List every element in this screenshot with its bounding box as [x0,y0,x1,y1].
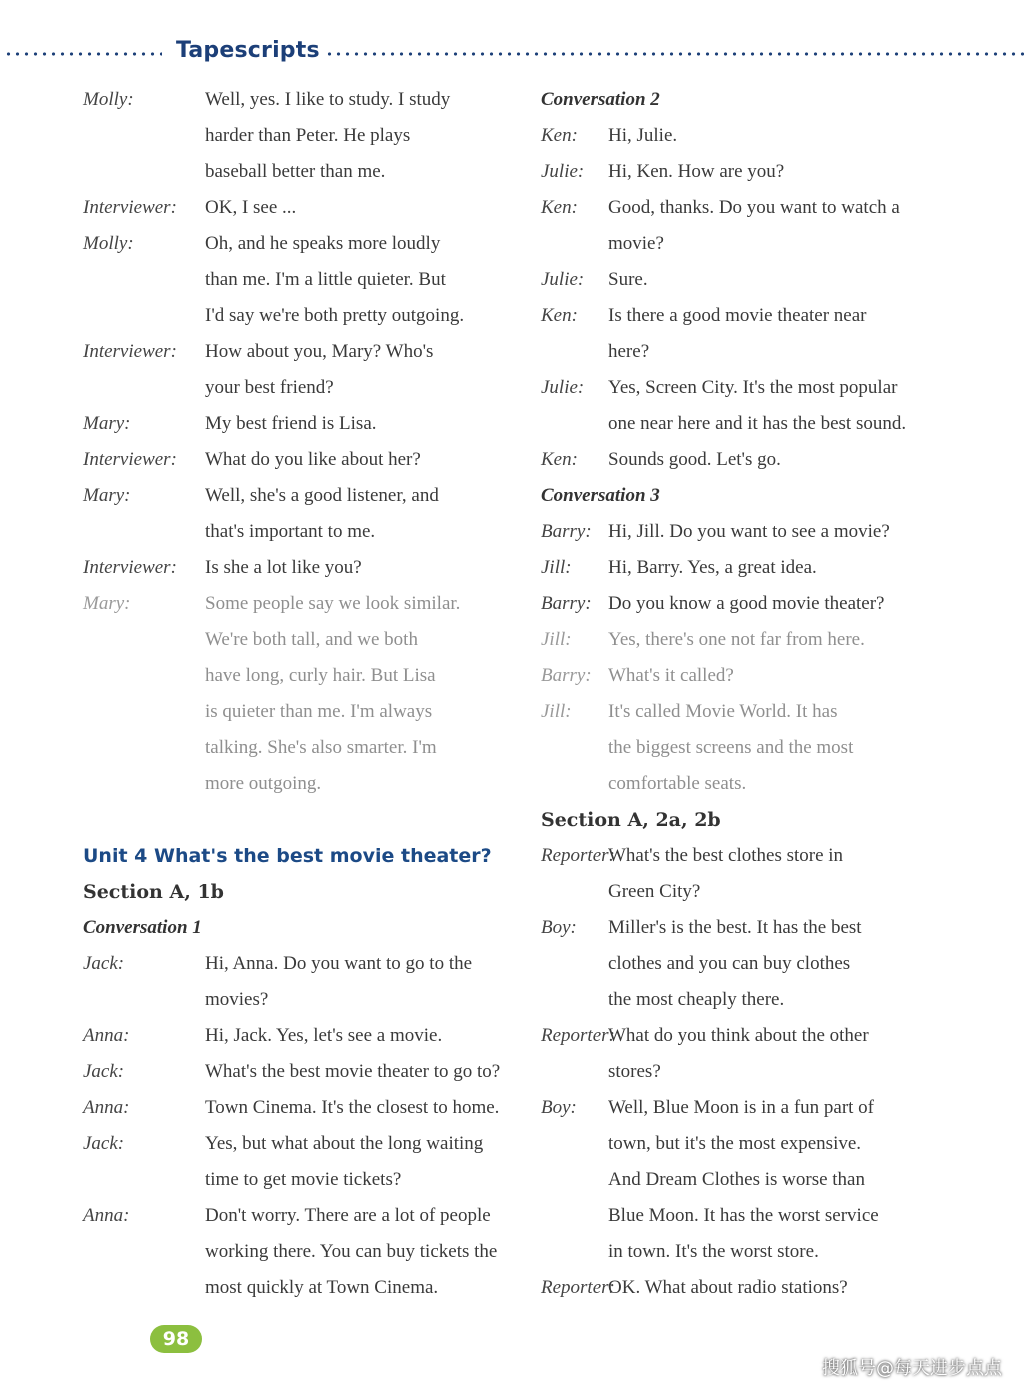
speaker-label: Interviewer: [83,341,177,362]
dialog-line: It's called Movie World. It has [608,701,838,722]
speaker-label: Mary: [83,593,131,614]
dialog-line: your best friend? [205,377,334,398]
dialog-turn [541,838,1011,910]
section-heading: Section A, 2a, 2b [541,809,721,831]
dialog-line: Yes, there's one not far from here. [608,629,865,650]
dialog-text [608,262,1011,298]
dialog-text [608,622,1011,658]
dialog-line: OK, I see ... [205,197,297,218]
dialog-text [205,1054,523,1090]
dialog-line: What's the best clothes store in [608,845,844,866]
dialog-line: And Dream Clothes is worse than [608,1169,865,1190]
speaker-label: Reporter: [541,845,615,866]
dialog-turn [83,478,523,550]
dialog-turn [541,298,1011,370]
dialog-text [608,658,1011,694]
dialog-line: comfortable seats. [608,773,747,794]
dialog-line: Some people say we look similar. [205,593,461,614]
speaker-label: Reporter: [541,1277,615,1298]
dialog-text [608,442,1011,478]
dialog-turn [83,442,523,478]
dialog-text [608,154,1011,190]
dialog-text [205,334,523,406]
speaker-label: Barry: [541,665,592,686]
page-title: Tapescripts [176,38,320,63]
dialog-turn [541,550,1011,586]
speaker-label: Interviewer: [83,449,177,470]
dialog-line: talking. She's also smarter. I'm [205,737,437,758]
dialog-turn [541,1270,1011,1306]
speaker-label: Ken: [541,197,578,218]
dialog-line: Oh, and he speaks more loudly [205,233,441,254]
speaker-label: Molly: [83,233,134,254]
dialog-line: in town. It's the worst store. [608,1241,819,1262]
dialog-line: How about you, Mary? Who's [205,341,434,362]
dialog-turn [83,226,523,334]
dialog-line: Well, she's a good listener, and [205,485,439,506]
speaker-label: Anna: [83,1097,130,1118]
dialog-turn [83,406,523,442]
dialog-line: Yes, but what about the long waiting [205,1133,484,1154]
dialog-line: movies? [205,989,269,1010]
speaker-label: Interviewer: [83,197,177,218]
header-dotted-rule-right [325,51,1024,57]
dialog-turn [83,1054,523,1090]
dialog-turn [83,1090,523,1126]
dialog-line: stores? [608,1061,661,1082]
dialog-line: most quickly at Town Cinema. [205,1277,439,1298]
dialog-line: What's the best movie theater to go to? [205,1061,501,1082]
dialog-text [205,442,523,478]
dialog-turn [541,586,1011,622]
dialog-line: Is there a good movie theater near [608,305,867,326]
dialog-turn [83,1198,523,1306]
dialog-line: What do you like about her? [205,449,421,470]
speaker-label: Mary: [83,413,131,434]
speaker-label: Molly: [83,89,134,110]
dialog-turn [541,262,1011,298]
conversation-heading: Conversation 2 [541,89,660,110]
speaker-label: Anna: [83,1025,130,1046]
speaker-label: Ken: [541,305,578,326]
left-column [83,82,523,1306]
dialog-turn [541,154,1011,190]
dialog-text [608,1270,1011,1306]
dialog-line: I'd say we're both pretty outgoing. [205,305,465,326]
tapescripts-header [0,34,1024,74]
dialog-turn [83,1126,523,1198]
page-number-badge: 98 [150,1325,202,1353]
speaker-label: Julie: [541,161,585,182]
dialog-text [205,478,523,550]
dialog-line: one near here and it has the best sound. [608,413,907,434]
speaker-label: Anna: [83,1205,130,1226]
conversation-heading: Conversation 1 [83,917,202,938]
dialog-turn [541,694,1011,802]
dialog-line: more outgoing. [205,773,322,794]
dialog-text [205,586,523,802]
dialog-line: have long, curly hair. But Lisa [205,665,436,686]
speaker-label: Jill: [541,701,572,722]
speaker-label: Julie: [541,269,585,290]
dialog-turn [83,1018,523,1054]
dialog-text [205,190,523,226]
speaker-label: Jill: [541,629,572,650]
section-heading: Section A, 1b [83,881,224,903]
dialog-line: What do you think about the other [608,1025,869,1046]
speaker-label: Interviewer: [83,557,177,578]
dialog-turn [541,658,1011,694]
dialog-line: Do you know a good movie theater? [608,593,885,614]
dialog-line: than me. I'm a little quieter. But [205,269,446,290]
dialog-text [608,298,1011,370]
speaker-label: Mary: [83,485,131,506]
dialog-turn [541,910,1011,1018]
dialog-line: OK. What about radio stations? [608,1277,848,1298]
dialog-line: town, but it's the most expensive. [608,1133,862,1154]
dialog-line: Town Cinema. It's the closest to home. [205,1097,500,1118]
dialog-turn [541,118,1011,154]
dialog-turn [541,514,1011,550]
dialog-line: Good, thanks. Do you want to watch a [608,197,900,218]
speaker-label: Jill: [541,557,572,578]
dialog-line: Well, yes. I like to study. I study [205,89,451,110]
dialog-line: Hi, Ken. How are you? [608,161,785,182]
dialog-line: Well, Blue Moon is in a fun part of [608,1097,875,1118]
speaker-label: Jack: [83,1133,125,1154]
dialog-turn [83,334,523,406]
speaker-label: Ken: [541,449,578,470]
watermark: 搜狐号@每天进步点点 [822,1358,1002,1379]
speaker-label: Ken: [541,125,578,146]
dialog-line: here? [608,341,650,362]
dialog-turn [541,622,1011,658]
dialog-line: is quieter than me. I'm always [205,701,433,722]
dialog-turn [541,190,1011,262]
dialog-text [608,550,1011,586]
dialog-turn [541,1090,1011,1270]
dialog-line: Don't worry. There are a lot of people [205,1205,491,1226]
dialog-line: the most cheaply there. [608,989,785,1010]
dialog-line: the biggest screens and the most [608,737,854,758]
dialog-text [608,370,1011,442]
dialog-turn [83,586,523,802]
speaker-label: Boy: [541,1097,577,1118]
dialog-turn [541,442,1011,478]
dialog-text [608,586,1011,622]
dialog-turn [83,190,523,226]
dialog-text [205,1198,523,1306]
dialog-text [205,406,523,442]
dialog-text [205,1018,523,1054]
dialog-text [608,694,1011,802]
dialog-line: harder than Peter. He plays [205,125,411,146]
dialog-line: clothes and you can buy clothes [608,953,851,974]
speaker-label: Reporter: [541,1025,615,1046]
dialog-line: Hi, Anna. Do you want to go to the [205,953,473,974]
speaker-label: Barry: [541,593,592,614]
dialog-line: Hi, Jack. Yes, let's see a movie. [205,1025,443,1046]
dialog-text [205,1090,523,1126]
speaker-label: Julie: [541,377,585,398]
dialog-line: Blue Moon. It has the worst service [608,1205,879,1226]
header-dotted-rule-left [4,51,162,57]
dialog-text [205,550,523,586]
dialog-turn [83,946,523,1018]
dialog-line: My best friend is Lisa. [205,413,377,434]
dialog-turn [541,370,1011,442]
dialog-turn [541,1018,1011,1090]
dialog-line: Sure. [608,269,648,290]
dialog-text [608,514,1011,550]
right-column [541,82,1011,1306]
speaker-label: Barry: [541,521,592,542]
dialog-line: Hi, Barry. Yes, a great idea. [608,557,817,578]
dialog-line: Miller's is the best. It has the best [608,917,862,938]
dialog-text [608,910,1011,1018]
dialog-line: We're both tall, and we both [205,629,418,650]
dialog-text [608,1090,1011,1270]
dialog-line: Is she a lot like you? [205,557,362,578]
conversation-heading: Conversation 3 [541,485,660,506]
dialog-text [608,838,1011,910]
dialog-text [205,226,523,334]
dialog-text [205,82,523,190]
dialog-line: baseball better than me. [205,161,386,182]
dialog-line: Green City? [608,881,701,902]
dialog-text [608,190,1011,262]
dialog-line: time to get movie tickets? [205,1169,402,1190]
speaker-label: Jack: [83,1061,125,1082]
dialog-text [205,1126,523,1198]
dialog-text [608,118,1011,154]
dialog-line: Hi, Jill. Do you want to see a movie? [608,521,890,542]
dialog-line: Hi, Julie. [608,125,678,146]
dialog-turn [83,550,523,586]
speaker-label: Boy: [541,917,577,938]
unit-heading: Unit 4 What's the best movie theater? [83,845,492,867]
dialog-line: Yes, Screen City. It's the most popular [608,377,898,398]
dialog-text [205,946,523,1018]
dialog-text [608,1018,1011,1090]
dialog-line: Sounds good. Let's go. [608,449,781,470]
dialog-line: What's it called? [608,665,734,686]
dialog-line: movie? [608,233,664,254]
dialog-line: working there. You can buy tickets the [205,1241,498,1262]
dialog-turn [83,82,523,190]
speaker-label: Jack: [83,953,125,974]
dialog-line: that's important to me. [205,521,376,542]
section-spacer [83,802,523,838]
